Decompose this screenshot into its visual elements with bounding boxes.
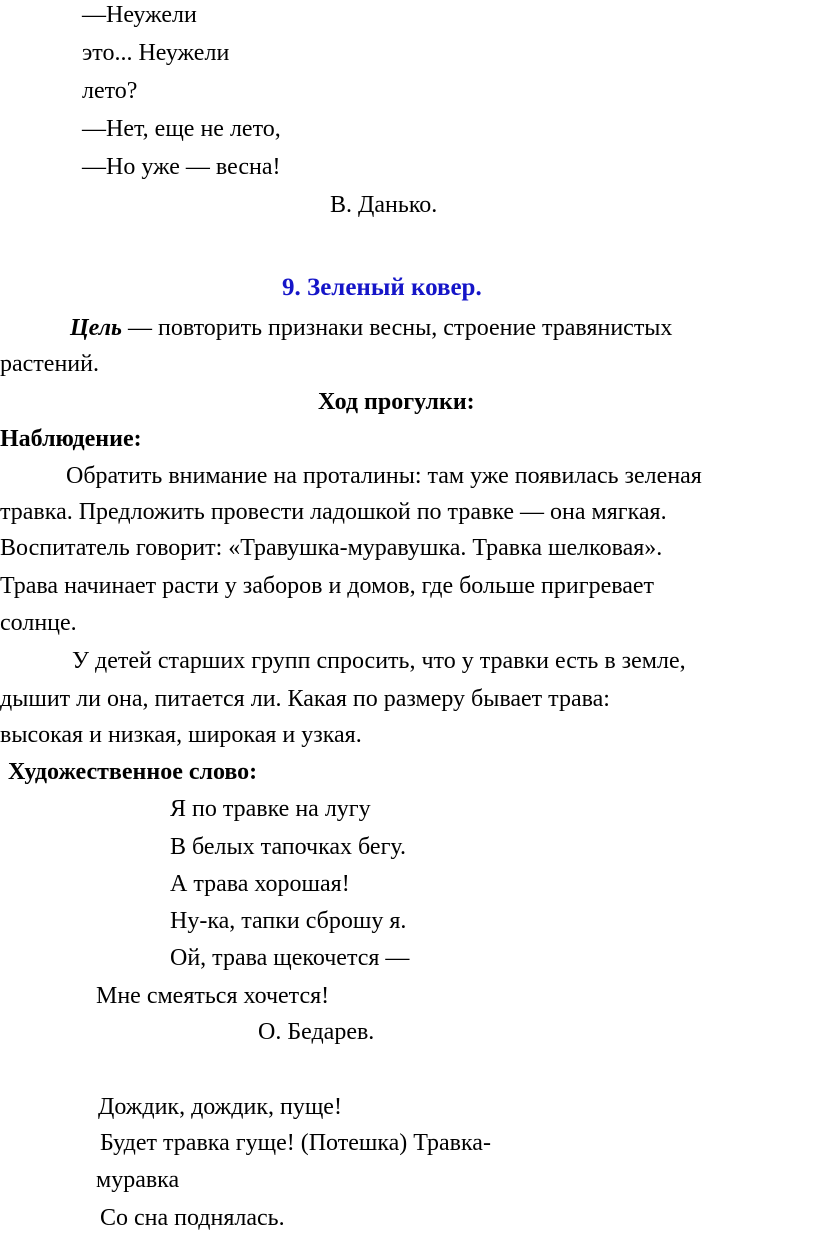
poem1-line: —Нет, еще не лето, <box>82 116 281 142</box>
poem2-line: Я по травке на лугу <box>170 796 371 822</box>
poem2-line: А трава хорошая! <box>170 871 350 897</box>
poem3-line: Дождик, дождик, пуще! <box>98 1094 342 1120</box>
art-word-label: Художественное слово: <box>8 759 258 785</box>
poem3-line: Со сна поднялась. <box>100 1205 285 1231</box>
paragraph1-line: Обратить внимание на проталины: там уже появилась зеленая <box>66 463 702 489</box>
goal-label: Цель <box>70 315 123 341</box>
goal-text-continued: растений. <box>0 351 99 377</box>
poem2-line: В белых тапочках бегу. <box>170 834 407 860</box>
goal-text: — повторить признаки весны, строение травянистых <box>122 315 673 341</box>
observation-label: Наблюдение: <box>0 426 142 452</box>
poem3-line: Будет травка гуще! (Потешка) Травка- <box>100 1130 491 1156</box>
goal-line <box>70 313 672 343</box>
paragraph1-line: Трава начинает расти у заборов и домов, где больше пригревает <box>0 573 655 599</box>
walk-heading: Ход прогулки: <box>318 389 475 415</box>
poem1-line: лето? <box>82 78 138 104</box>
paragraph2-line: дышит ли она, питается ли. Какая по размеру бывает трава: <box>0 686 610 712</box>
paragraph2-line: высокая и низкая, широкая и узкая. <box>0 722 362 748</box>
poem2-line: Ну-ка, тапки сброшу я. <box>170 908 407 934</box>
poem3-line: муравка <box>96 1167 180 1193</box>
paragraph1-line: травка. Предложить провести ладошкой по травке — она мягкая. <box>0 499 667 525</box>
section-heading: 9. Зеленый ковер. <box>282 274 482 301</box>
poem2-author: О. Бедарев. <box>258 1019 375 1045</box>
paragraph1-line: Воспитатель говорит: «Травушка-муравушка. Травка шелковая». <box>0 535 663 561</box>
poem1-line: —Но уже — весна! <box>82 154 281 180</box>
paragraph2-line: У детей старших групп спросить, что у травки есть в земле, <box>72 648 686 674</box>
poem1-line: —Неужели <box>82 2 197 28</box>
poem2-line: Мне смеяться хочется! <box>96 983 330 1009</box>
paragraph1-line: солнце. <box>0 610 77 636</box>
poem1-author: В. Данько. <box>330 192 438 218</box>
poem2-line: Ой, трава щекочется — <box>170 945 410 971</box>
poem1-line: это... Неужели <box>82 40 230 66</box>
